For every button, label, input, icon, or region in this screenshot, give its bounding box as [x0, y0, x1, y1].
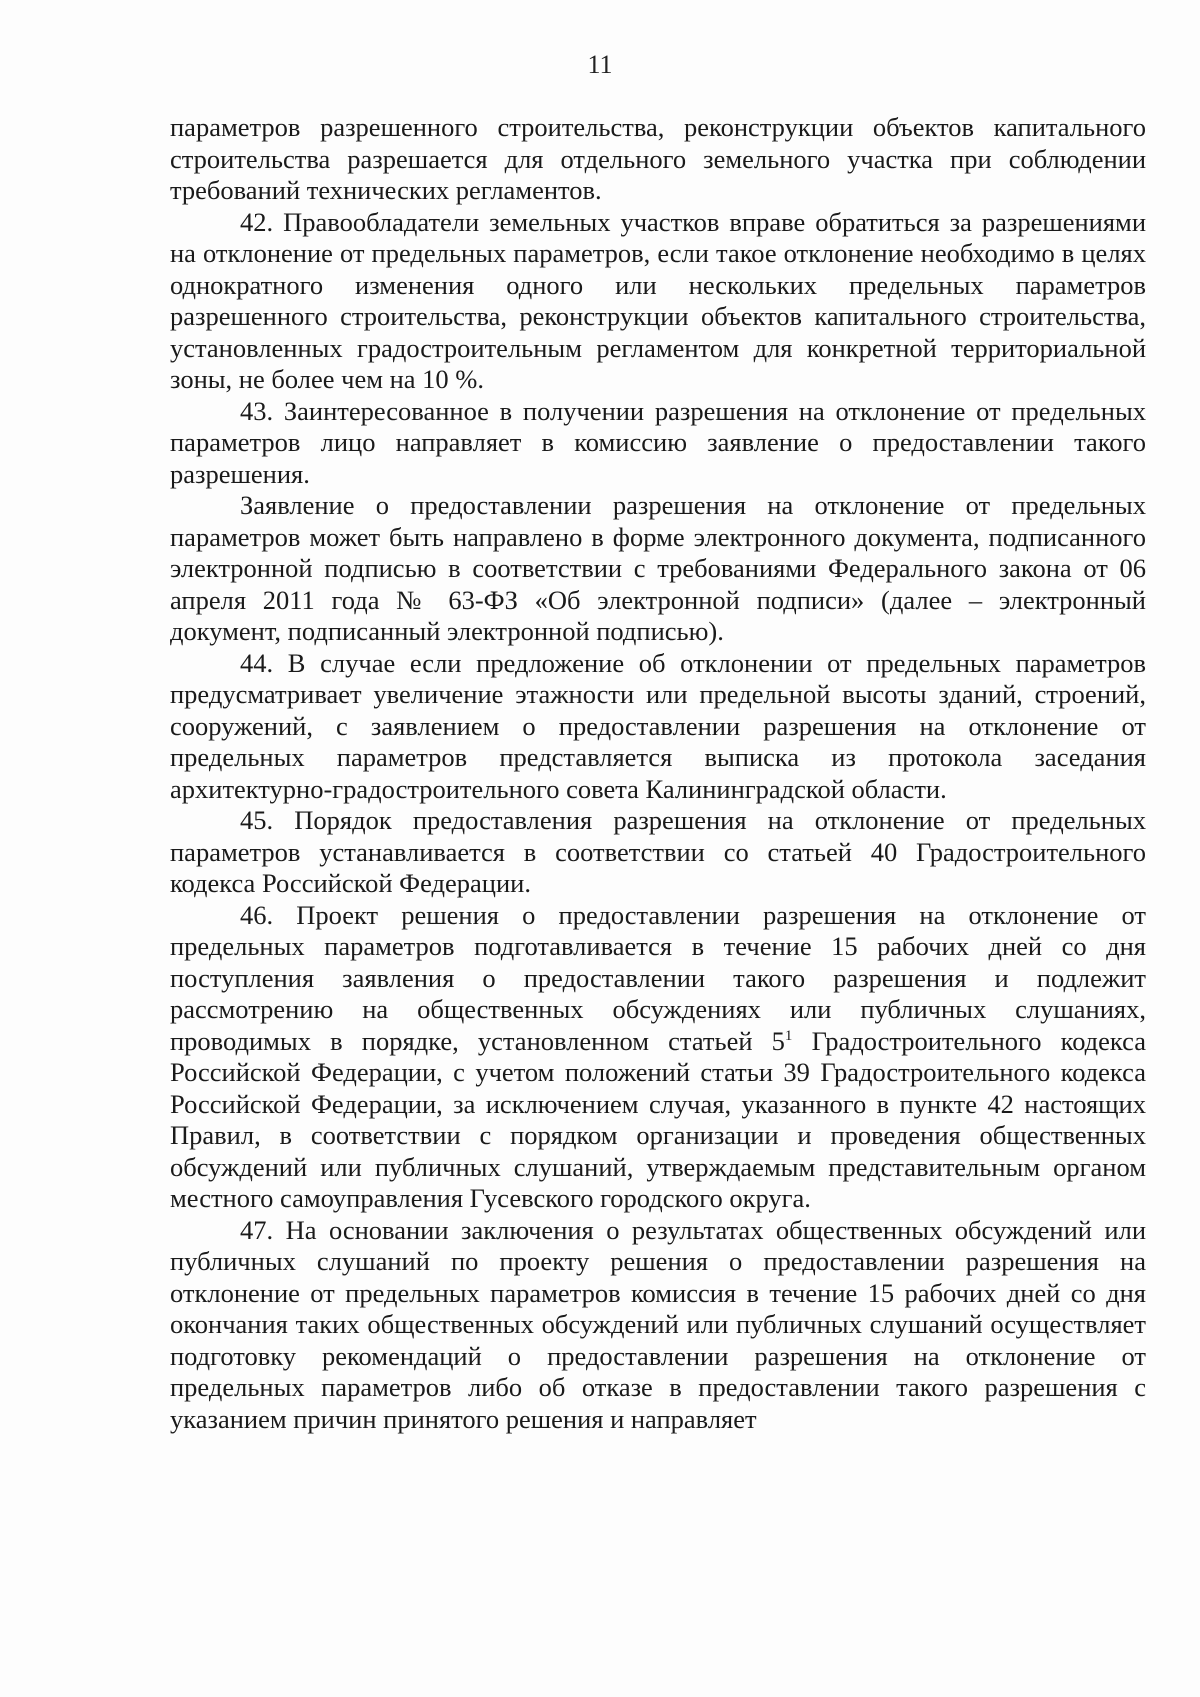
- paragraph-47: [170, 1215, 1146, 1436]
- paragraph-number: 42.: [240, 206, 274, 237]
- paragraph-46: [170, 900, 1146, 1215]
- paragraph-text: Заявление о предоставлении разрешения на отклонение от предельных параметров может быть направлено в форме электронного документа, подписанного электронной подписью в соответствии с требованиями Федерального закона от 06 апреля 2011 года № 63-ФЗ «Об электронной подписи» (далее – электронный документ, подписанный электронной подписью).: [170, 490, 1146, 646]
- paragraph-number: 47.: [240, 1214, 274, 1245]
- paragraph-text: Порядок предоставления разрешения на отклонение от предельных параметров устанавливается в соответствии со статьей 40 Градостроительного кодекса Российской Федерации.: [170, 805, 1147, 898]
- paragraph-text-part-a: Проект решения о предоставлении разрешения на отклонение от предельных параметров подготавливается в течение 15 рабочих дней со дня поступления заявления о предоставлении такого разрешения и подлежит рассмотрению на общественных обсуждениях или публичных слушаниях, проводимых в порядке, установленном статьей 5: [170, 899, 1146, 1056]
- document-body: [170, 112, 1146, 1435]
- paragraph-number: 45.: [240, 805, 274, 835]
- paragraph-43: [170, 396, 1146, 491]
- paragraph-text: параметров разрешенного строительства, реконструкции объектов капитального строительства разрешается для отдельного земельного участка при соблюдении требований технических регламентов.: [170, 112, 1146, 205]
- paragraph-text: Правообладатели земельных участков вправе обратиться за разрешениями на отклонение от предельных параметров, если такое отклонение необходимо в целях однократного изменения одного или нескольких предельных параметров разрешенного строительства, реконструкции объектов капитального строительства, установленных градостроительным регламентом для конкретной территориальной зоны, не более чем на 10 %.: [170, 206, 1146, 394]
- paragraph-number: 44.: [240, 647, 274, 678]
- paragraph-44: [170, 648, 1146, 806]
- paragraph-number: 46.: [240, 899, 274, 930]
- superscript-marker: 1: [784, 1027, 793, 1044]
- paragraph-43-application: [170, 490, 1146, 648]
- paragraph-41-continuation: [170, 112, 1146, 207]
- paragraph-text: На основании заключения о результатах общественных обсуждений или публичных слушаний по проекту решения о предоставлении разрешения на отклонение от предельных параметров комиссия в течение 15 рабочих дней со дня окончания таких общественных обсуждений или публичных слушаний осуществляет подготовку рекомендаций о предоставлении разрешения на отклонение от предельных параметров либо об отказе в предоставлении такого разрешения с указанием причин принятого решения и направляет: [170, 1214, 1147, 1434]
- paragraph-text: Заинтересованное в получении разрешения на отклонение от предельных параметров лицо направляет в комиссию заявление о предоставлении такого разрешения.: [170, 395, 1146, 489]
- paragraph-number: 43.: [240, 395, 274, 426]
- paragraph-42: [170, 207, 1146, 396]
- paragraph-45: [170, 805, 1146, 900]
- paragraph-text-part-b: Градостроительного кодекса Российской Федерации, с учетом положений статьи 39 Градостроительного кодекса Российской Федерации, за исключением случая, указанного в пункте 42 настоящих Правил, в соответствии с порядком организации и проведения общественных обсуждений или публичных слушаний, утверждаемым представительным органом местного самоуправления Гусевского городского округа.: [170, 1025, 1146, 1213]
- paragraph-text: В случае если предложение об отклонении от предельных параметров предусматривает увеличение этажности или предельной высоты зданий, строений, сооружений, с заявлением о предоставлении разрешения на отклонение от предельных параметров представляется выписка из протокола заседания архитектурно-градостроительного совета Калининградской области.: [170, 647, 1147, 804]
- page-number: 11: [587, 50, 613, 79]
